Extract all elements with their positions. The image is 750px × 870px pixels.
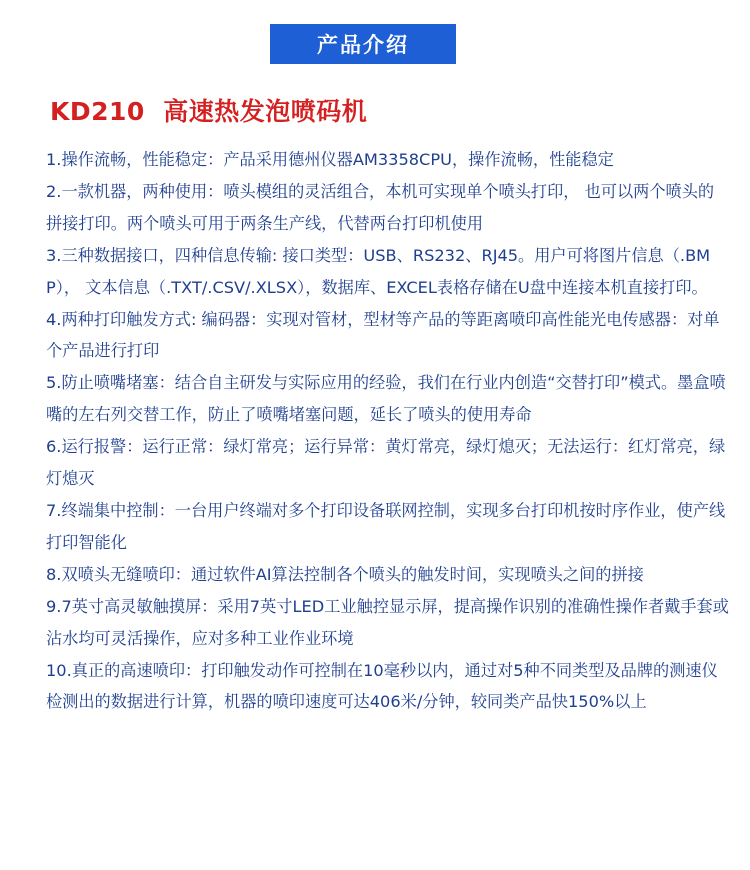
- feature-item: 3.三种数据接口，四种信息传输: 接口类型：USB、RS232、RJ45。用户可将图片信息（.BMP）， 文本信息（.TXT/.CSV/.XLSX），数据库、EXCEL表格存储在U盘中连接本机直接打印。: [46, 245, 711, 297]
- feature-item: 4.两种打印触发方式: 编码器：实现对管材，型材等产品的等距离喷印高性能光电传感器：对单个产品进行打印: [46, 309, 720, 361]
- feature-item: 7.终端集中控制：一台用户终端对多个打印设备联网控制，实现多台打印机按时序作业，使产线打印智能化: [46, 500, 726, 552]
- feature-item: 1.操作流畅，性能稳定：产品采用德州仪器AM3358CPU，操作流畅，性能稳定: [46, 150, 614, 169]
- feature-item: 6.运行报警：运行正常：绿灯常亮；运行异常：黄灯常亮，绿灯熄灭；无法运行：红灯常亮，绿灯熄灭: [46, 437, 726, 489]
- feature-item: 9.7英寸高灵敏触摸屏：采用7英寸LED工业触控显示屏，提高操作识别的准确性操作者戴手套或沾水均可灵活操作，应对多种工业作业环境: [46, 596, 729, 648]
- feature-list: [46, 144, 730, 718]
- feature-item: 10.真正的高速喷印：打印触发动作可控制在10毫秒以内，通过对5种不同类型及品牌的测速仪检测出的数据进行计算，机器的喷印速度可达406米/分钟，较同类产品快150%以上: [46, 660, 718, 712]
- section-banner: [270, 24, 456, 64]
- feature-item: 8.双喷头无缝喷印：通过软件AI算法控制各个喷头的触发时间，实现喷头之间的拼接: [46, 564, 644, 584]
- banner-label: 产品介绍: [317, 33, 409, 57]
- product-title: KD210 高速热发泡喷码机: [50, 97, 368, 126]
- feature-item: 2.一款机器，两种使用：喷头模组的灵活组合，本机可实现单个喷头打印， 也可以两个喷头的拼接打印。两个喷头可用于两条生产线，代替两台打印机使用: [46, 181, 715, 233]
- feature-item: 5.防止喷嘴堵塞：结合自主研发与实际应用的经验，我们在行业内创造“交替打印”模式。墨盒喷嘴的左右列交替工作，防止了喷嘴堵塞问题，延长了喷头的使用寿命: [46, 373, 726, 425]
